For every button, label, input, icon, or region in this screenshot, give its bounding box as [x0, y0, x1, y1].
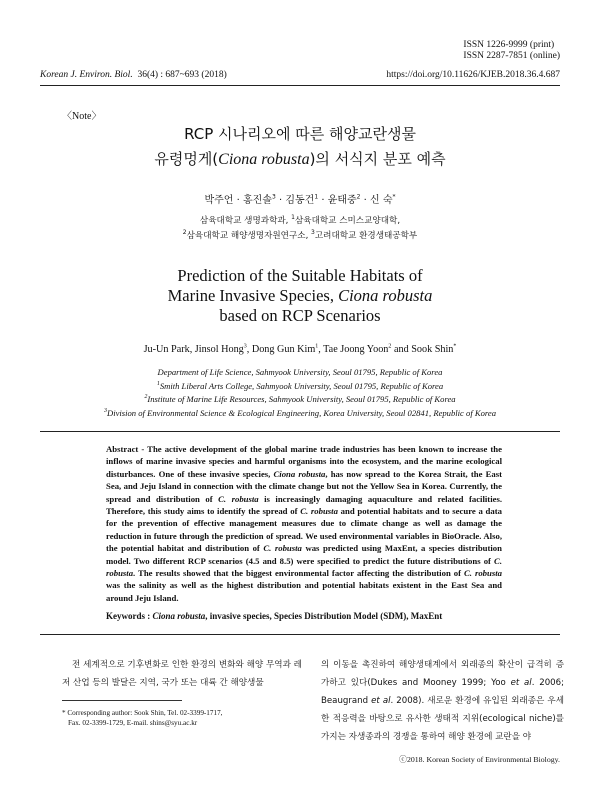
english-author-sup: 2	[388, 343, 392, 350]
body-text-right: . 2006; Beaugrand	[321, 678, 564, 706]
body-etal: et al	[510, 678, 532, 688]
issn-print: ISSN 1226-9999 (print)	[463, 40, 555, 50]
english-author-sup: 1	[315, 343, 319, 350]
korean-author: 김동건	[285, 195, 315, 206]
english-author: Tae Joong Yoon	[323, 344, 389, 355]
english-title	[0, 266, 600, 326]
korean-author-sup: 2	[356, 193, 361, 201]
abstract-text: was predicted using MaxEnt, a species distribution model. Two different RCP scenarios (4.5 and 8.5) were specified to predict the future distributions of	[106, 543, 502, 566]
footnote-line2: Fax. 02-3399-1729, E-mail. shins@syu.ac.kr	[68, 719, 198, 727]
abstract-species: C. robusta	[218, 493, 259, 504]
korean-affil: 삼육대학교 스미스교양대학,	[294, 216, 401, 226]
english-affil-text: Department of Life Science, Sahmyook University, Seoul 01795, Republic of Korea	[157, 367, 443, 377]
abstract-text: and potential habitats and to secure a data for the prevention of effective management measures due to climate change as well as damage the reduction in future through the prediction of spread. We used environmental variables in BioOracle. Also, the potential habitat and distribution of	[106, 506, 502, 554]
english-affil-sup: 1	[156, 380, 160, 387]
korean-author: 박주언	[204, 195, 234, 206]
abstract	[106, 443, 502, 604]
korean-affiliations	[0, 214, 600, 244]
english-author: Dong Gun Kim	[251, 344, 316, 355]
english-title-prefix: Marine Invasive Species,	[167, 286, 339, 305]
issn-block	[463, 40, 560, 62]
issn-online: ISSN 2287-7851 (online)	[463, 51, 560, 61]
korean-title-species: Ciona robusta	[218, 151, 310, 168]
footnote-line1: * Corresponding author: Sook Shin, Tel. 02-3399-1717,	[62, 709, 223, 717]
abstract-bottom-rule	[40, 634, 560, 635]
body-text-right: 의 이동을 촉진하여 해양생태계에서 외래종의 확산이 급격히 증가하고 있다(Dukes and Mooney 1999; Yoo	[321, 660, 564, 688]
english-affil-sup: 2	[144, 394, 148, 401]
journal-citation	[40, 70, 227, 80]
english-title-line3: based on RCP Scenarios	[219, 306, 381, 325]
volume-pages: 36(4) : 687~693 (2018)	[137, 70, 227, 80]
english-author: Ju-Un Park	[143, 344, 190, 355]
body-column-left	[62, 656, 302, 692]
body-text-left: 전 세계적으로 기후변화로 인한 환경의 변화와 해양 무역과 레저 산업 등의 발달은 지역, 국가 또는 대륙 간 해양생물	[62, 660, 302, 688]
english-author-sup: *	[453, 343, 457, 350]
english-affil-sup: 3	[103, 407, 107, 414]
korean-title-line2	[0, 147, 600, 172]
korean-authors: 박주언 · 홍진솔$^3$ · 김동건$^1$ · 윤태중$^2$ · 신 숙*	[204, 193, 396, 206]
english-author: Jinsol Hong	[194, 344, 244, 355]
corresponding-footnote	[62, 708, 222, 728]
keywords-list: , invasive species, Species Distribution Model (SDM), MaxEnt	[205, 611, 443, 621]
english-affiliations	[0, 366, 600, 420]
english-affil-text: Division of Environmental Science & Ecological Engineering, Korea University, Seoul 02841, Republic of Korea	[106, 407, 497, 418]
korean-title-line1: RCP 시나리오에 따른 해양교란생물	[184, 125, 416, 143]
english-affil-text: Smith Liberal Arts College, Sahmyook University, Seoul 01795, Republic of Korea	[159, 380, 444, 391]
korean-affil-line2	[0, 229, 600, 244]
korean-title	[0, 122, 600, 172]
korean-author-sup: 1	[314, 193, 319, 201]
english-title-line1: Prediction of the Suitable Habitats of	[177, 266, 423, 285]
korean-affil-line1	[0, 214, 600, 229]
korean-author: 홍진솔	[242, 195, 272, 206]
korean-affil: 고려대학교 환경생태공학부	[314, 231, 418, 241]
korean-title-suffix: )의 서식지 분포 예측	[309, 150, 446, 168]
english-affil-line	[0, 407, 600, 421]
english-author-sup: 3	[243, 343, 247, 350]
doi-link[interactable]: https://doi.org/10.11626/KJEB.2018.36.4.687	[386, 70, 560, 80]
english-title-species: Ciona robusta	[338, 286, 433, 305]
korean-affil-sup: 2	[182, 229, 187, 237]
header-rule	[40, 85, 560, 86]
korean-title-prefix: 유령멍게(	[154, 150, 219, 168]
abstract-text: was the salinity as well as the highest distribution and potential habitats existent in the East Sea and around Jeju Island.	[106, 580, 502, 603]
body-text-right: . 2008). 새로운 환경에 유입된 외래종은 우세한 적응력을 바탕으로 유사한 생태적 지위(ecological niche)를 가지는 자생종과의 경쟁을 통하여 해양 환경에 교란을 야	[321, 696, 564, 742]
keywords	[106, 611, 502, 621]
english-affil-line	[0, 380, 600, 394]
running-header	[40, 70, 560, 80]
korean-affil-sup: 1	[291, 214, 295, 222]
korean-author-sup: *	[392, 193, 396, 201]
english-authors: Ju-Un Park, Jinsol Hong$^3$, Dong Gun Kim$^1$, Tae Joong Yoon$^2$ and Sook Shin*	[143, 343, 457, 355]
abstract-text: . The results showed that the biggest environmental factor affecting the distribution of	[133, 568, 464, 579]
journal-name: Korean J. Environ. Biol.	[40, 70, 133, 80]
abstract-text: - The active development of the global marine trade industries has been known to increase the inflows of marine invasive species and harmful organisms into the ecosystem, and the marine ecological disturbances. One of these invasive species,	[106, 444, 502, 479]
abstract-species: C. robusta	[464, 568, 502, 579]
korean-affil-sup: 3	[311, 229, 315, 237]
english-affil-line	[0, 393, 600, 407]
abstract-text: , has now spread to the Korea Strait, the East Sea, and Jeju Island in connection with the climate change but not the Yellow Sea in Korea. Currently, the spread and distribution of	[106, 468, 502, 504]
english-affil-line	[0, 366, 600, 380]
body-etal: et al	[371, 696, 391, 706]
english-author: Sook Shin	[411, 344, 454, 355]
korean-author: 윤태중	[327, 195, 357, 206]
english-affil-text: Institute of Marine Life Resources, Sahmyook University, Seoul 01795, Republic of Korea	[147, 394, 456, 404]
abstract-text: is increasingly damaging aquaculture and related facilities. Therefore, this study aims to identify the spread of	[106, 493, 503, 517]
keywords-label: Keywords :	[106, 611, 153, 621]
keywords-species: Ciona robusta	[152, 611, 206, 621]
footnote-rule	[62, 700, 182, 701]
abstract-species: C. robusta	[263, 543, 302, 554]
abstract-top-rule	[40, 431, 560, 432]
copyright: ⓒ2018. Korean Society of Environmental Biology.	[399, 755, 560, 764]
korean-affil: 삼육대학교 해양생명자원연구소,	[186, 231, 309, 241]
english-title-line2	[0, 286, 600, 306]
article-type: 〈Note〉	[62, 111, 102, 122]
korean-affil: 삼육대학교 생명과학과,	[199, 216, 289, 226]
abstract-species: Ciona robusta	[273, 468, 326, 479]
abstract-label: Abstract	[106, 444, 139, 454]
abstract-species: C. robusta	[106, 555, 502, 579]
korean-author: 신 숙	[370, 195, 393, 206]
korean-author-sup: 3	[271, 193, 276, 201]
body-column-right	[321, 656, 564, 746]
abstract-species: C. robusta	[300, 506, 338, 517]
